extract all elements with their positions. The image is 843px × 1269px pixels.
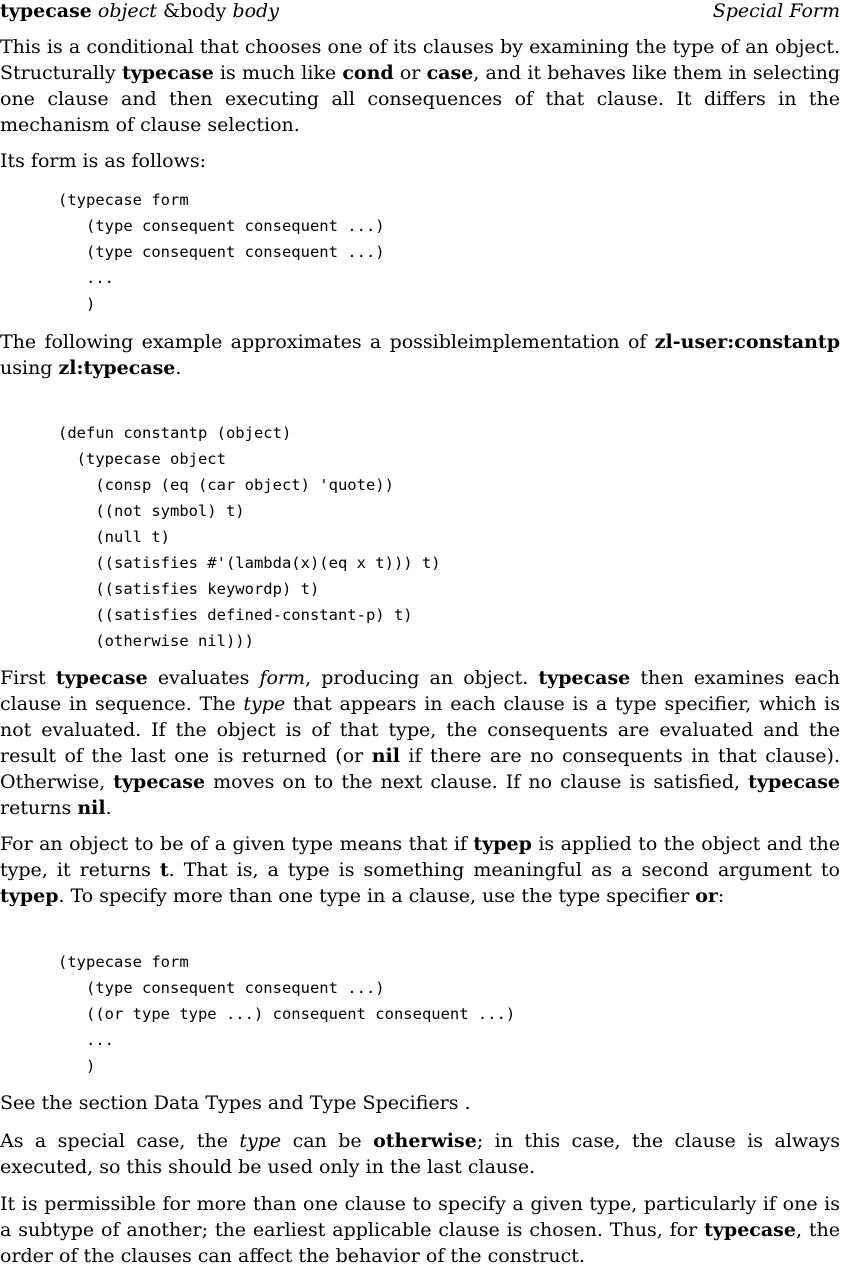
- term-typecase: typecase: [55, 667, 148, 689]
- code-line: (null t): [58, 528, 170, 546]
- term-typecase: typecase: [121, 62, 214, 84]
- term-or: or: [695, 885, 718, 907]
- code-line: ...: [58, 1031, 114, 1049]
- code-line: (typecase form: [58, 191, 189, 209]
- text: that appears in each clause is a type specifier, which is not evaluated. If the object is of that type, the consequents are evaluated and the result of the last one is returned (or: [0, 693, 840, 767]
- code-line: (typecase object: [58, 450, 226, 468]
- code-line: (type consequent consequent ...): [58, 979, 385, 997]
- text: using: [0, 357, 59, 379]
- code-line: ...: [58, 269, 114, 287]
- paragraph-see-section: See the section Data Types and Type Specifiers .: [0, 1092, 471, 1114]
- paragraph-example-intro: [0, 329, 840, 381]
- code-line: (otherwise nil))): [58, 632, 254, 650]
- paragraph-intro: [0, 34, 840, 138]
- term-cond: cond: [342, 62, 394, 84]
- term-nil: nil: [371, 745, 400, 767]
- term-typep: typep: [473, 833, 532, 855]
- text: is applied to the object and the type, it returns: [0, 833, 840, 881]
- term-typecase: typecase: [113, 771, 206, 793]
- text: . To specify more than one type in a clause, use the type specifier: [58, 885, 696, 907]
- term-type: type: [243, 693, 286, 715]
- definition-kind: Special Form: [712, 0, 840, 22]
- text: .: [105, 797, 112, 819]
- text: :: [717, 885, 725, 907]
- text: , producing an object.: [305, 667, 539, 689]
- term-typep: typep: [0, 885, 59, 907]
- term-constantp: zl-user:constantp: [654, 331, 840, 353]
- text: It is permissible for more than one clause to specify a given type, particularly if one is a subtype of another; the earliest applicable clause is chosen. Thus, for: [0, 1193, 840, 1241]
- function-name: typecase: [0, 0, 92, 22]
- term-case: case: [426, 62, 474, 84]
- term-typecase: typecase: [748, 771, 840, 793]
- code-line: ((satisfies #'(lambda(x)(eq x t))) t): [58, 554, 441, 572]
- text: First: [0, 667, 56, 689]
- code-line: ((satisfies keywordp) t): [58, 580, 320, 598]
- text: . That is, a type is something meaningful as a second argument to: [168, 859, 840, 881]
- text: , the order of the clauses can affect the behavior of the construct.: [0, 1219, 841, 1267]
- code-line: ): [58, 1057, 96, 1075]
- code-line: (type consequent consequent ...): [58, 243, 385, 261]
- code-line: ((or type type ...) consequent consequent ...): [58, 1005, 516, 1023]
- code-block-constantp: [58, 420, 441, 654]
- term-form: form: [259, 667, 306, 689]
- term-nil: nil: [77, 797, 106, 819]
- term-type: type: [239, 1130, 282, 1152]
- code-line: (type consequent consequent ...): [58, 217, 385, 235]
- text: moves on to the next clause. If no clause is satisfied,: [205, 771, 749, 793]
- arg-body: body: [232, 0, 279, 22]
- text: ; in this case, the clause is always executed, so this should be used only in the last clause.: [0, 1130, 840, 1178]
- paragraph-evaluation: [0, 665, 840, 821]
- code-line: (typecase form: [58, 953, 189, 971]
- body-keyword: &body: [162, 0, 227, 22]
- text: evaluates: [147, 667, 260, 689]
- code-line: ((not symbol) t): [58, 502, 245, 520]
- text: or: [393, 62, 427, 84]
- code-line: ): [58, 295, 96, 313]
- code-block-form: [58, 187, 385, 317]
- text: returns: [0, 797, 78, 819]
- code-line: (defun constantp (object): [58, 424, 292, 442]
- term-typecase: typecase: [538, 667, 631, 689]
- text: , and it behaves like them in selecting one clause and then executing all consequences of that clause. It differs in the mechanism of clause selection.: [0, 62, 840, 136]
- text: if there are no consequents in that clause). Otherwise,: [0, 745, 841, 793]
- term-typecase: typecase: [704, 1219, 796, 1241]
- code-block-or: [58, 949, 515, 1079]
- paragraph-form-intro: Its form is as follows:: [0, 150, 207, 172]
- text: This is a conditional that chooses one of its clauses by examining the type of an object. Structurally: [0, 36, 840, 84]
- paragraph-clause-order: [0, 1191, 840, 1269]
- definition-signature: [0, 0, 279, 22]
- text: .: [175, 357, 182, 379]
- code-line: (consp (eq (car object) 'quote)): [58, 476, 394, 494]
- text: The following example approximates a possibleimplementation of: [0, 331, 655, 353]
- term-t: t: [159, 859, 169, 881]
- paragraph-otherwise: [0, 1128, 840, 1180]
- code-line: ((satisfies defined-constant-p) t): [58, 606, 413, 624]
- term-zl-typecase: zl:typecase: [58, 357, 176, 379]
- paragraph-typep: [0, 831, 840, 909]
- arg-object: object: [97, 0, 157, 22]
- text: For an object to be of a given type means that if: [0, 833, 474, 855]
- text: As a special case, the: [0, 1130, 240, 1152]
- term-otherwise: otherwise: [373, 1130, 477, 1152]
- text: can be: [281, 1130, 374, 1152]
- text: then examines each clause in sequence. The: [0, 667, 840, 715]
- definition-header: [0, 0, 840, 26]
- text: is much like: [213, 62, 343, 84]
